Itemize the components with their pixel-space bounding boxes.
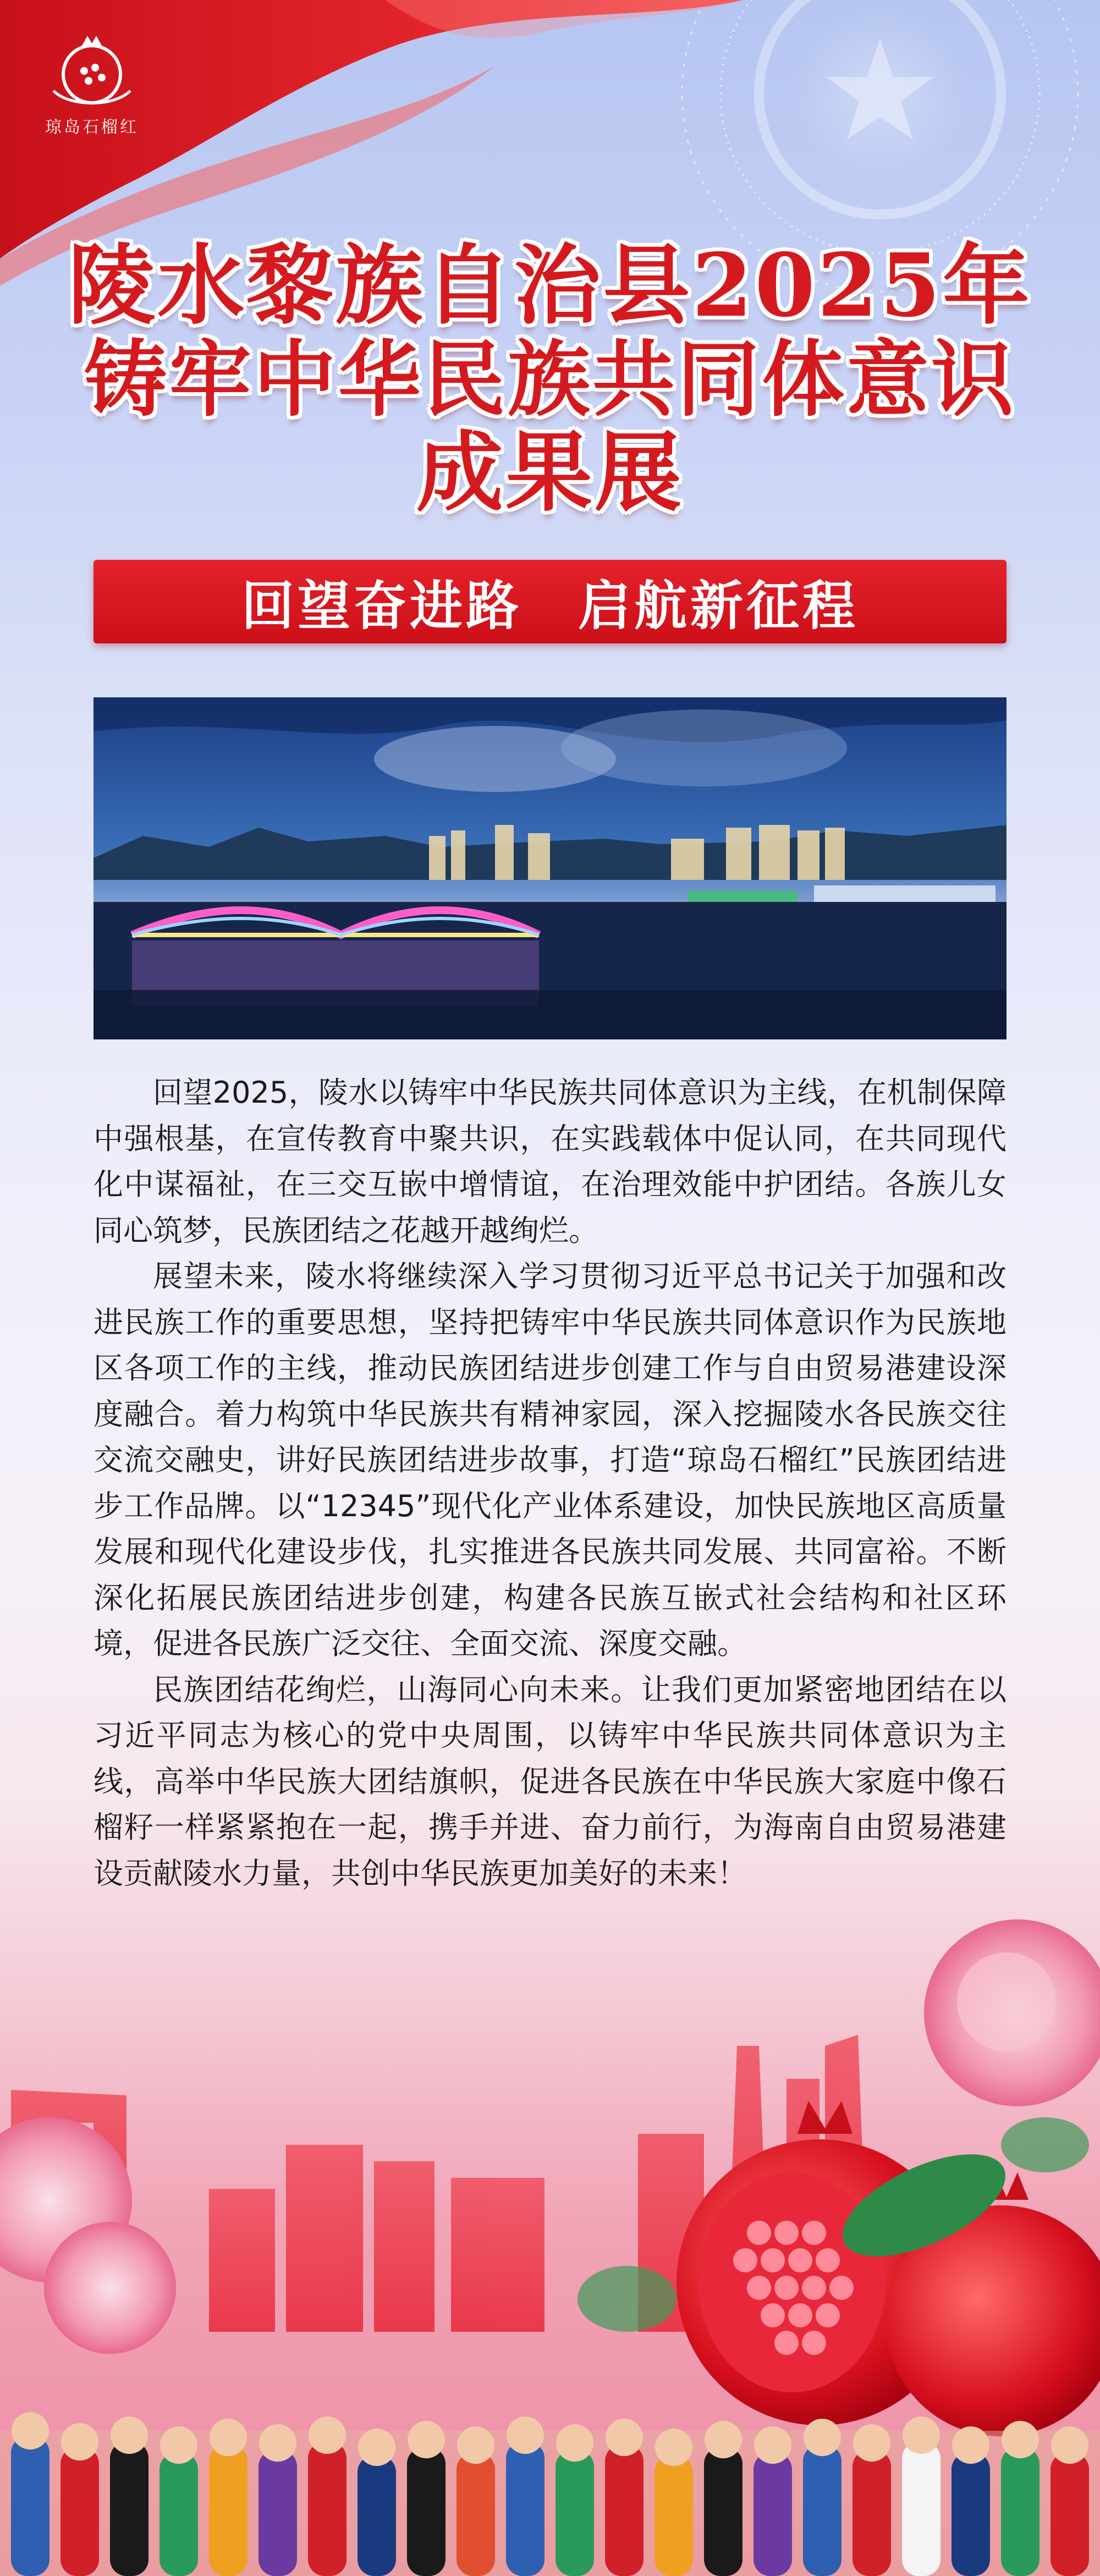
page-title-line-3: 成果展 — [416, 422, 684, 524]
page-title-line-2: 铸牢中华民族共同体意识 — [84, 331, 1016, 428]
body-text — [94, 1070, 1007, 1896]
page-title-line-1: 陵水黎族自治县2025年 — [68, 235, 1032, 337]
slogan-text: 回望奋进路 启航新征程 — [241, 574, 859, 637]
ethnic-crowd-icon — [0, 2412, 1100, 2576]
slogan-banner — [94, 560, 1007, 643]
paragraph-2: 展望未来，陵水将继续深入学习贯彻习近平总书记关于加强和改进民族工作的重要思想，坚持把铸牢中华民族共同体意识作为民族地区各项工作的主线，推动民族团结进步创建工作与自由贸易港建设深度融合。着力构筑中华民族共有精神家园，深入挖掘陵水各民族交往交流交融史，讲好民族团结进步故事，打造“琼岛石榴红”民族团结进步工作品牌。以“12345”现代化产业体系建设，加快民族地区高质量发展和现代化建设步伐，扎实推进各民族共同发展、共同富裕。不断深化拓展民族团结进步创建，构建各民族互嵌式社会结构和社区环境，促进各民族广泛交往、全面交流、深度交融。 — [94, 1259, 1007, 1661]
paragraph-3: 民族团结花绚烂，山海同心向未来。让我们更加紧密地团结在以习近平同志为核心的党中央周围，以铸牢中华民族共同体意识为主线，高举中华民族大团结旗帜，促进各民族在中华民族大家庭中像石榴籽一样紧紧抱在一起，携手并进、奋力前行，为海南自由贸易港建设贡献陵水力量，共创中华民族更加美好的未来！ — [94, 1672, 1007, 1891]
paragraph-1: 回望2025，陵水以铸牢中华民族共同体意识为主线，在机制保障中强根基，在宣传教育中聚共识，在实践载体中促认同，在共同现代化中谋福祉，在三交互嵌中增情谊，在治理效能中护团结。各族儿女同心筑梦，民族团结之花越开越绚烂。 — [94, 1075, 1007, 1248]
logo-text: 琼岛石榴红 — [45, 118, 139, 137]
city-river-bridge-night-photo — [94, 697, 1007, 1039]
